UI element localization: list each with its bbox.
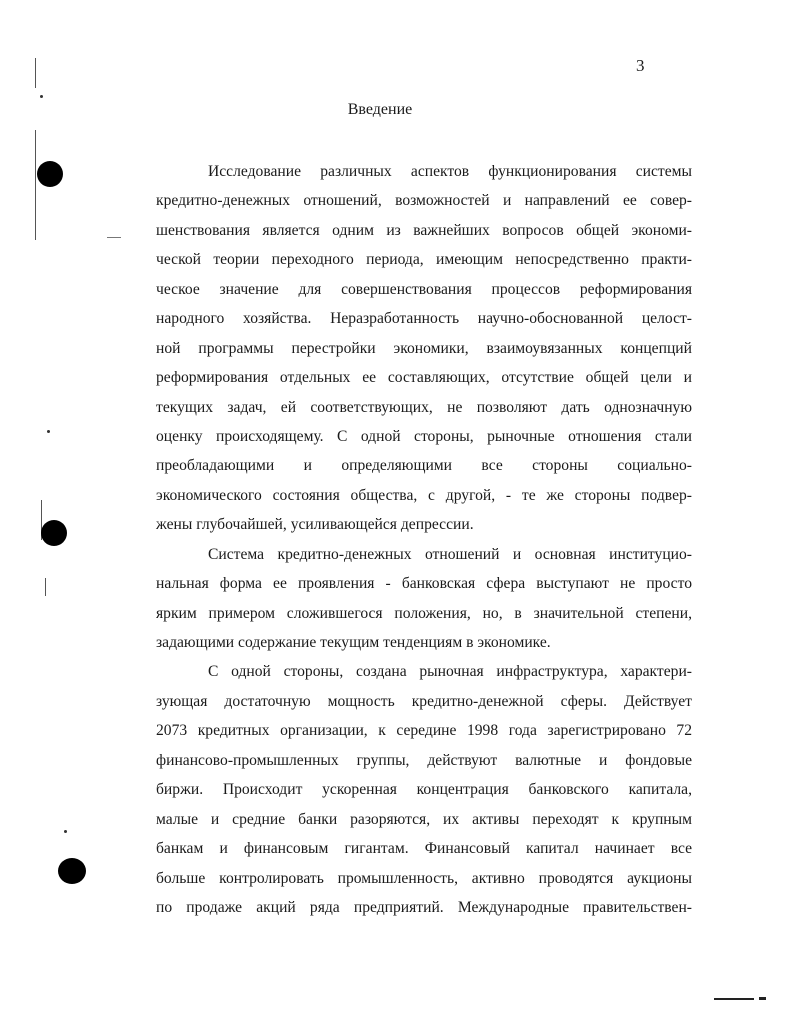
paragraph	[156, 657, 692, 922]
text-line: финансово-промышленных группы, действуют валютные и фондовые	[156, 751, 692, 769]
binding-edge-line	[35, 130, 36, 240]
text-line: реформирования отдельных ее составляющих, отсутствие общей цели и	[156, 369, 692, 387]
text-line: жены глубочайшей, усиливающейся депрессии.	[156, 516, 474, 534]
text-line: ческой теории переходного периода, имеющим непосредственно практи-	[156, 251, 692, 269]
body-text	[156, 157, 692, 922]
scan-speck	[64, 830, 67, 833]
scan-mark	[759, 997, 766, 1000]
scan-speck	[40, 95, 43, 98]
scan-speck	[47, 430, 50, 433]
text-line: народного хозяйства. Неразработанность научно-обоснованной целост-	[156, 310, 692, 328]
text-line: банкам и финансовым гигантам. Финансовый капитал начинает все	[156, 840, 692, 858]
text-line: преобладающими и определяющими все стороны социально-	[156, 457, 692, 475]
text-line: 2073 кредитных организации, к середине 1998 года зарегистрировано 72	[156, 722, 692, 740]
scan-mark	[107, 237, 121, 238]
text-line: ной программы перестройки экономики, взаимоувязанных концепций	[156, 339, 692, 357]
text-line: Система кредитно-денежных отношений и основная институцио-	[208, 545, 692, 563]
text-line: Исследование различных аспектов функционирования системы	[208, 163, 692, 180]
text-line: текущих задач, ей соответствующих, не позволяют дать однозначную	[156, 398, 692, 416]
binding-edge-line	[45, 578, 46, 596]
text-line: шенствования является одним из важнейших вопросов общей экономи-	[156, 221, 692, 239]
text-line: экономического состояния общества, с другой, - те же стороны подвер-	[156, 486, 692, 504]
text-line: ярким примером сложившегося положения, но, в значительной степени,	[156, 604, 692, 622]
binding-edge-line	[35, 58, 36, 88]
punch-hole-bottom	[58, 858, 86, 884]
punch-hole-top	[37, 161, 63, 187]
scan-mark	[714, 998, 754, 1000]
text-line: задающими содержание текущим тенденциям в экономике.	[156, 634, 551, 651]
text-line: ческое значение для совершенствования процессов реформирования	[156, 280, 692, 298]
text-line: оценку происходящему. С одной стороны, рыночные отношения стали	[156, 427, 692, 445]
text-line: малые и средние банки разоряются, их активы переходят к крупным	[156, 810, 692, 828]
text-line: зующая достаточную мощность кредитно-денежной сферы. Действует	[156, 692, 692, 710]
text-line: по продаже акций ряда предприятий. Международные правительствен-	[156, 898, 692, 916]
punch-hole-middle	[41, 520, 67, 546]
text-line: С одной стороны, создана рыночная инфраструктура, характери-	[208, 663, 692, 681]
text-line: нальная форма ее проявления - банковская сфера выступают не просто	[156, 575, 692, 593]
text-line: больше контролировать промышленность, активно проводятся аукционы	[156, 869, 692, 887]
text-line: биржи. Происходит ускоренная концентрация банковского капитала,	[156, 781, 692, 799]
page-number: 3	[636, 56, 645, 75]
text-line: кредитно-денежных отношений, возможностей и направлений ее совер-	[156, 192, 692, 210]
section-heading: Введение	[347, 101, 413, 118]
paragraph	[156, 157, 692, 540]
paragraph	[156, 540, 692, 658]
